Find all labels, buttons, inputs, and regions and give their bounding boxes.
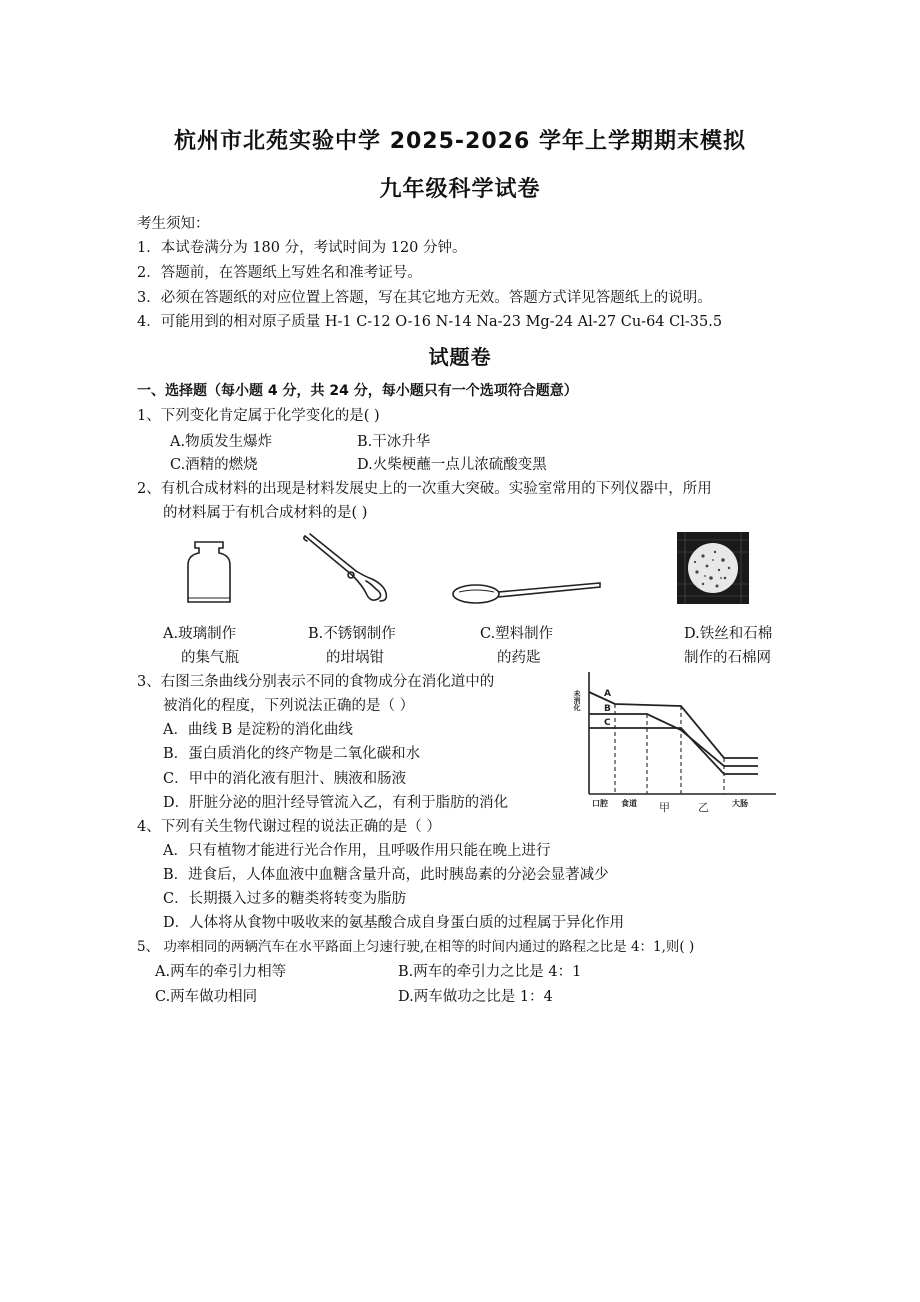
exam-title: 杭州市北苑实验中学 2025-2026 学年上学期期末模拟 [174,129,746,154]
section-title: 试题卷 [428,345,492,369]
q3-stem-line1: 3、右图三条曲线分别表示不同的食物成分在消化道中的 [137,674,495,690]
curve-c-label: C [604,718,611,728]
notice-item-4: 4．可能用到的相对原子质量 H-1 C-12 O-16 N-14 Na-23 Mg-24 Al-27 Cu-64 Cl-35.5 [137,314,723,330]
digestion-curve-figure [572,668,780,816]
asbestos-gauze-image [677,532,749,604]
segment-label-jia: 甲 [659,801,670,814]
q3-stem-line2: 被消化的程度，下列说法正确的是（ ） [163,698,415,714]
q1-stem: 1、下列变化肯定属于化学变化的是( ) [137,408,380,424]
q3-option-c: C．甲中的消化液有胆汁、胰液和肠液 [163,771,407,787]
q2-option-c-line2: 的药匙 [497,650,541,666]
q2-option-b-line2: 的坩埚钳 [326,650,384,666]
segment-label-large-intestine: 大肠 [732,799,748,808]
q2-option-c-line1: C.塑料制作 [480,626,554,642]
q2-stem-line2: 的材料属于有机合成材料的是( ) [163,505,368,521]
notice-item-3: 3．必须在答题纸的对应位置上答题，写在其它地方无效。答题方式详见答题纸上的说明。 [137,290,712,306]
q5-option-a: A.两车的牵引力相等 [155,964,287,980]
q2-option-a-line2: 的集气瓶 [181,650,239,666]
notice-item-1: 1．本试卷满分为 180 分，考试时间为 120 分钟。 [137,240,467,256]
q4-option-a: A．只有植物才能进行光合作用，且呼吸作用只能在晚上进行 [163,843,551,859]
part1-heading: 一、选择题（每小题 4 分，共 24 分，每小题只有一个选项符合题意） [137,383,578,399]
gas-jar-image [186,540,232,606]
curve-c-line [589,728,758,774]
crucible-tongs-image [300,533,390,607]
q4-option-b: B．进食后，人体血液中血糖含量升高，此时胰岛素的分泌会显著减少 [163,867,609,883]
q3-option-d: D．肝脏分泌的胆汁经导管流入乙，有利于脂肪的消化 [163,795,509,811]
q2-option-b-line1: B.不锈钢制作 [308,626,396,642]
q1-option-c: C.酒精的燃烧 [170,457,258,473]
q2-option-d-line2: 制作的石棉网 [684,650,771,666]
exam-subtitle: 九年级科学试卷 [379,177,541,202]
segment-label-yi: 乙 [698,801,709,814]
q2-stem-line1: 2、有机合成材料的出现是材料发展史上的一次重大突破。实验室常用的下列仪器中，所用 [137,481,712,497]
q4-option-d: D．人体将从食物中吸收来的氨基酸合成自身蛋白质的过程属于异化作用 [163,915,625,931]
q3-option-a: A．曲线 B 是淀粉的消化曲线 [163,722,353,738]
segment-label-esophagus: 食道 [621,799,637,808]
q4-stem: 4、下列有关生物代谢过程的说法正确的是（ ） [137,819,441,835]
q1-option-a: A.物质发生爆炸 [170,434,273,450]
q3-option-b: B．蛋白质消化的终产物是二氧化碳和水 [163,746,421,762]
plastic-spoon-image [450,578,602,606]
q5-stem: 5、 功率相同的两辆汽车在水平路面上匀速行驶,在相等的时间内通过的路程之比是 4：1,则( ) [137,939,695,955]
curve-b-label: B [604,704,611,714]
q2-option-d-line1: D.铁丝和石棉 [684,626,773,642]
q2-option-a-line1: A.玻璃制作 [163,626,237,642]
q1-option-b: B.干冰升华 [357,434,431,450]
curve-a-label: A [604,689,611,699]
q5-option-c: C.两车做功相同 [155,989,258,1005]
q5-option-d: D.两车做功之比是 1：4 [398,989,553,1005]
segment-label-mouth: 口腔 [592,799,608,808]
y-axis-label: 未消化 [573,690,581,711]
q1-option-d: D.火柴梗蘸一点儿浓硫酸变黑 [357,457,547,473]
notice-heading: 考生须知： [137,216,210,232]
notice-item-2: 2．答题前，在答题纸上写姓名和准考证号。 [137,265,422,281]
curve-a-line [589,692,758,758]
q5-option-b: B.两车的牵引力之比是 4：1 [398,964,582,980]
q4-option-c: C．长期摄入过多的糖类将转变为脂肪 [163,891,407,907]
